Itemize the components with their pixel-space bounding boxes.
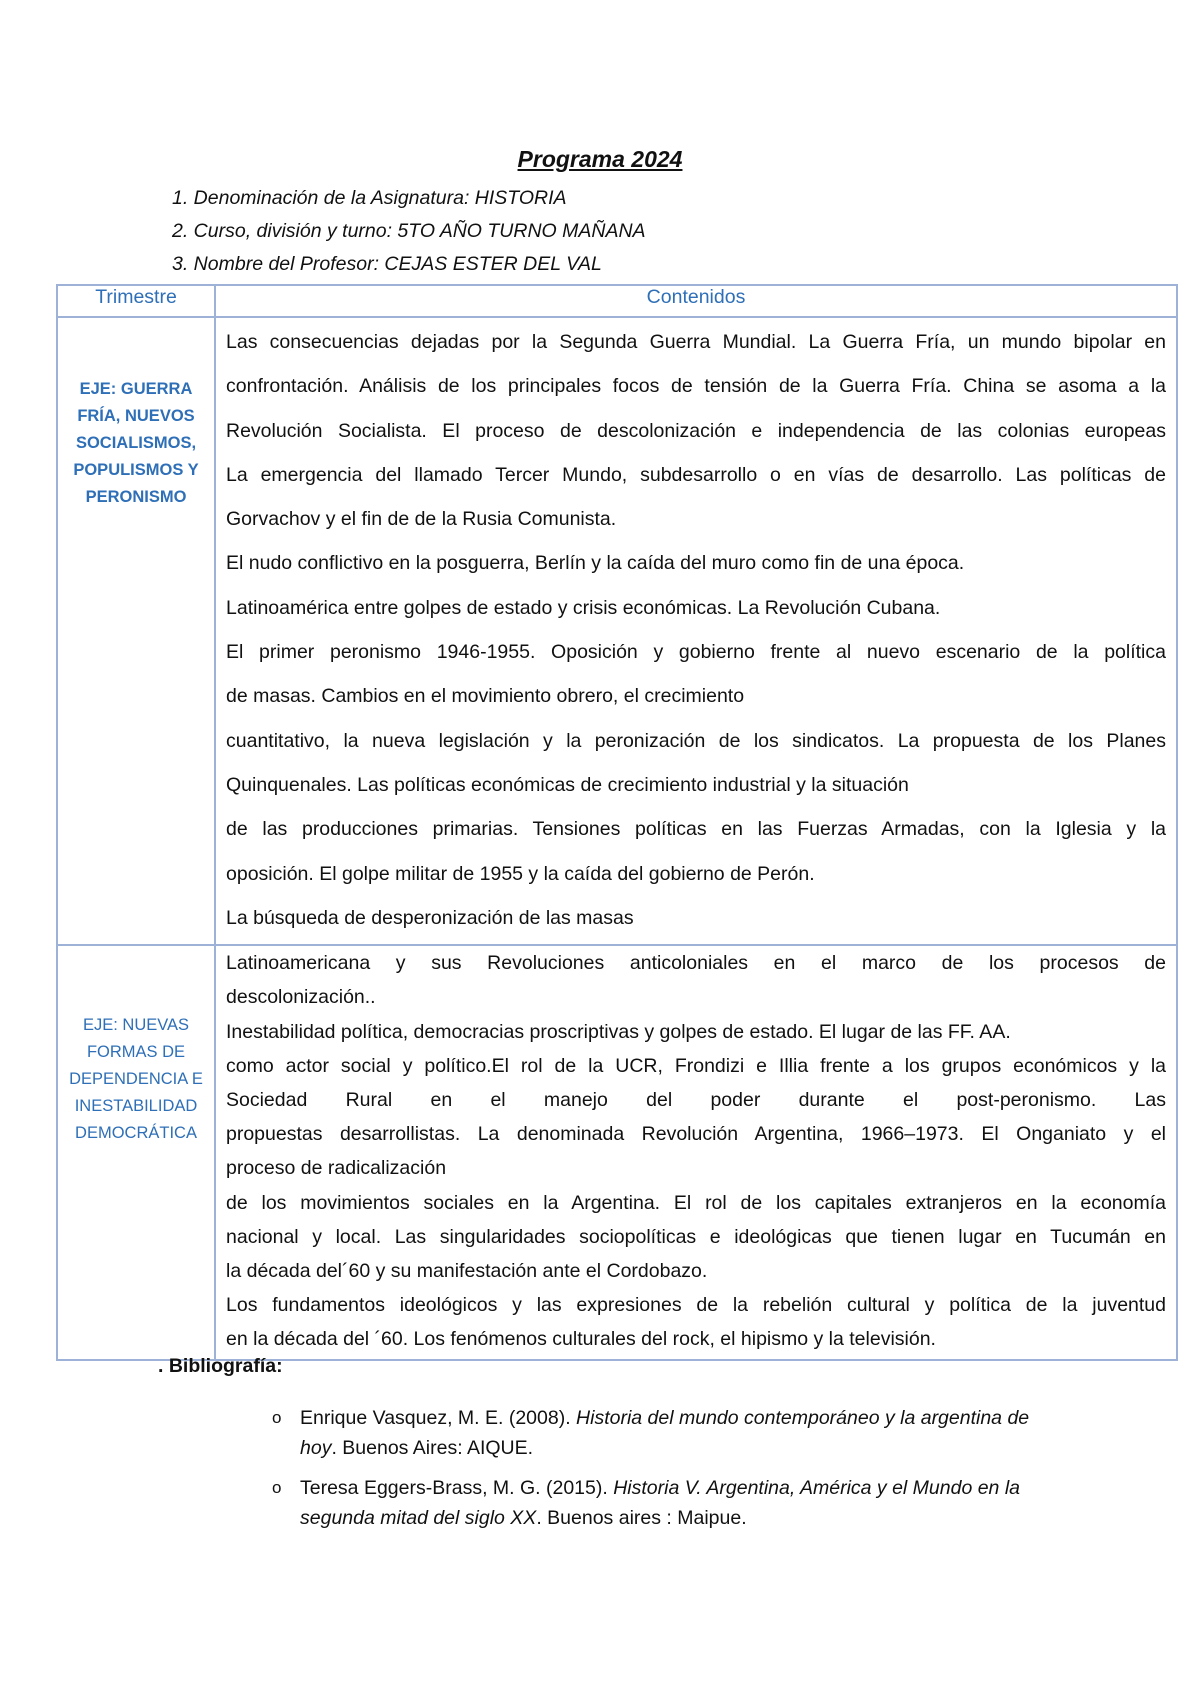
- contenidos-cell: [215, 945, 1177, 1359]
- content-line: propuestas desarrollistas. La denominada Revolución Argentina, 1966–1973. El Onganiato y el: [226, 1123, 1166, 1146]
- content-line: como actor social y político.El rol de la UCR, Frondizi e Illia frente a los grupos económicos y la: [226, 1054, 1166, 1077]
- hollow-circle-bullet-icon: o: [272, 1408, 282, 1427]
- header-trimestre: Trimestre: [57, 285, 215, 317]
- content-line: Latinoamericana y sus Revoluciones anticoloniales en el marco de los procesos de: [226, 952, 1166, 975]
- trimestre-cell: [57, 317, 215, 945]
- contenidos-text: [216, 946, 1176, 1358]
- trimestre-cell: [57, 945, 215, 1359]
- content-line: cuantitativo, la nueva legislación y la peronización de los sindicatos. La propuesta de los Planes: [226, 729, 1166, 752]
- bib-title: Historia V. Argentina, América y el Mundo en la segunda mitad del siglo XX: [300, 1477, 1020, 1529]
- content-line: Sociedad Rural en el manejo del poder durante el post-peronismo. Las: [226, 1088, 1166, 1111]
- content-line: nacional y local. Las singularidades sociopolíticas e ideológicas que tienen lugar en Tucumán en: [226, 1225, 1166, 1248]
- content-line: El primer peronismo 1946-1955. Oposición y gobierno frente al nuevo escenario de la política: [226, 641, 1166, 664]
- content-line: La búsqueda de desperonización de las masas: [226, 906, 634, 929]
- content-line: de los movimientos sociales en la Argentina. El rol de los capitales extranjeros en la economía: [226, 1191, 1166, 1214]
- contenidos-cell: [215, 317, 1177, 945]
- content-line: Gorvachov y el fin de de la Rusia Comunista.: [226, 508, 617, 531]
- eje-label: EJE: NUEVAS FORMAS DE DEPENDENCIA E INESTABILIDAD DEMOCRÁTICA: [69, 1016, 203, 1143]
- content-line: proceso de radicalización: [226, 1157, 447, 1180]
- content-line: Las consecuencias dejadas por la Segunda Guerra Mundial. La Guerra Fría, un mundo bipolar en: [226, 331, 1166, 353]
- content-line: de masas. Cambios en el movimiento obrero, el crecimiento: [226, 685, 745, 708]
- table-row: [57, 317, 1177, 945]
- contenidos-text: [216, 318, 1176, 944]
- bib-author: Teresa Eggers-Brass, M. G. (2015).: [300, 1477, 614, 1499]
- content-line: Latinoamérica entre golpes de estado y crisis económicas. La Revolución Cubana.: [226, 596, 941, 619]
- bib-publisher: . Buenos Aires: AIQUE.: [331, 1437, 534, 1459]
- bibliography-item: [272, 1473, 1060, 1533]
- table-row: [57, 945, 1177, 1359]
- page-title: Programa 2024: [517, 146, 683, 172]
- eje-label: EJE: GUERRA FRÍA, NUEVOS SOCIALISMOS, POPULISMOS Y PERONISMO: [73, 380, 199, 506]
- content-line: Quinquenales. Las políticas económicas de crecimiento industrial y la situación: [226, 773, 909, 796]
- header-contenidos: Contenidos: [215, 285, 1177, 317]
- content-line: Revolución Socialista. El proceso de descolonización e independencia de las colonias europeas: [226, 419, 1166, 442]
- content-line: la década del´60 y su manifestación ante el Cordobazo.: [226, 1259, 708, 1282]
- content-line: La emergencia del llamado Tercer Mundo, subdesarrollo o en vías de desarrollo. Las políticas de: [226, 463, 1166, 486]
- program-table: [56, 284, 1178, 1361]
- bib-publisher: . Buenos aires : Maipue.: [536, 1507, 747, 1529]
- content-line: de las producciones primarias. Tensiones políticas en las Fuerzas Armadas, con la Iglesia y la: [226, 818, 1166, 841]
- bibliography-label: . Bibliografía:: [158, 1355, 283, 1377]
- bib-title: Historia del mundo contemporáneo y la argentina de hoy: [300, 1407, 1030, 1459]
- content-line: oposición. El golpe militar de 1955 y la caída del gobierno de Perón.: [226, 862, 815, 885]
- bib-author: Enrique Vasquez, M. E. (2008).: [300, 1407, 577, 1429]
- course-line: 2. Curso, división y turno: 5TO AÑO TURNO MAÑANA: [172, 220, 646, 242]
- content-line: en la década del ´60. Los fenómenos culturales del rock, el hipismo y la televisión.: [226, 1328, 936, 1351]
- hollow-circle-bullet-icon: o: [272, 1478, 282, 1497]
- subject-line: 1. Denominación de la Asignatura: HISTORIA: [172, 187, 567, 209]
- content-line: Los fundamentos ideológicos y las expresiones de la rebelión cultural y política de la juventud: [226, 1294, 1166, 1317]
- teacher-line: 3. Nombre del Profesor: CEJAS ESTER DEL VAL: [172, 253, 602, 275]
- content-line: Inestabilidad política, democracias proscriptivas y golpes de estado. El lugar de las FF. AA.: [226, 1020, 1011, 1043]
- content-line: confrontación. Análisis de los principales focos de tensión de la Guerra Fría. China se asoma a la: [226, 375, 1166, 398]
- bibliography-item: [272, 1403, 1060, 1463]
- content-line: descolonización..: [226, 986, 376, 1009]
- content-line: El nudo conflictivo en la posguerra, Berlín y la caída del muro como fin de una época.: [226, 552, 965, 575]
- table-header-row: [57, 285, 1177, 317]
